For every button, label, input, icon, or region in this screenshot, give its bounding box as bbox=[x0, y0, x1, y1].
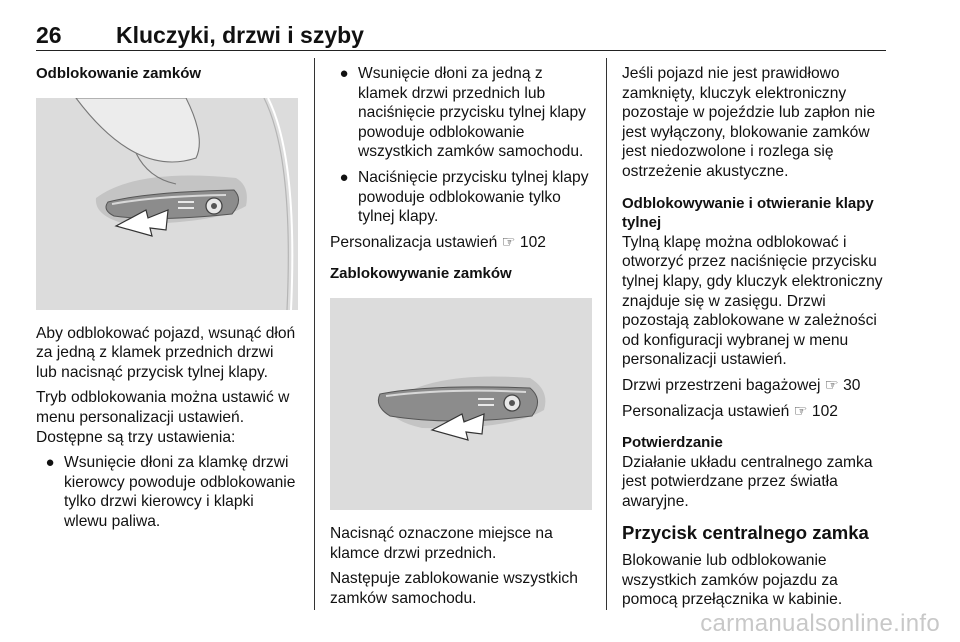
unlock-mode-info: Tryb odblokowania można ustawić w menu personalizacji ustawień. Dostępne są trzy ustawienia: bbox=[36, 389, 290, 446]
confirmation-text: Działanie układu centralnego zamka jest potwierdzane przez światła awaryjne. bbox=[622, 453, 873, 510]
door-handle-unlock-illustration bbox=[36, 98, 298, 310]
cross-reference: Personalizacja ustawień ☞ 102 bbox=[330, 233, 546, 251]
cross-reference: Drzwi przestrzeni bagażowej ☞ 30 bbox=[622, 376, 861, 394]
column-2 bbox=[330, 58, 592, 614]
tailgate-text: Tylną klapę można odblokować i otworzyć przez naciśnięcie przycisku tylnej klapy, gdy kluczyk elektroniczny znajduje się w zasięgu. Drzwi pozostają zablokowane w zależności od konfiguracji wybranej w menu personalizacji ustawień. bbox=[622, 233, 883, 369]
bullet-text: Wsunięcie dłoni za jedną z klamek drzwi przednich lub naciśnięcie przycisku tylnej klapy powoduje odblokowanie wszystkich zamków samochodu. bbox=[358, 65, 586, 161]
bullet-icon: ● bbox=[45, 454, 55, 472]
chapter-title: Kluczyki, drzwi i szyby bbox=[116, 22, 364, 48]
section-heading-central-lock: Przycisk centralnego zamka bbox=[622, 522, 869, 544]
door-handle-lock-illustration bbox=[330, 298, 592, 510]
central-lock-text: Blokowanie lub odblokowanie wszystkich zamków pojazdu za pomocą przełącznika w kabinie. bbox=[622, 552, 843, 609]
bullet-text: Naciśnięcie przycisku tylnej klapy powoduje odblokowanie tylko tylnej klapy. bbox=[358, 168, 589, 226]
column-divider bbox=[606, 58, 607, 610]
section-heading-unlocking: Odblokowanie zamków bbox=[36, 65, 202, 82]
section-heading-locking: Zablokowywanie zamków bbox=[330, 265, 512, 283]
column-3 bbox=[622, 58, 888, 616]
cross-reference: Personalizacja ustawień ☞ 102 bbox=[622, 402, 838, 420]
bullet-item bbox=[36, 453, 298, 531]
column-divider bbox=[314, 58, 315, 610]
page-number: 26 bbox=[36, 22, 62, 48]
bullet-item bbox=[330, 168, 592, 227]
unlock-instruction: Aby odblokować pojazd, wsunąć dłoń za jedną z klamek przednich drzwi lub nacisnąć przycisk tylnej klapy. bbox=[36, 324, 296, 381]
section-heading-tailgate: Odblokowywanie i otwieranie klapy tylnej bbox=[622, 194, 874, 232]
column-1 bbox=[36, 58, 298, 538]
bullet-icon: ● bbox=[339, 168, 349, 186]
bullet-item bbox=[330, 64, 592, 162]
lock-result: Następuje zablokowanie wszystkich zamków samochodu. bbox=[330, 570, 578, 607]
page-header bbox=[36, 22, 886, 51]
section-heading-confirmation: Potwierdzanie bbox=[622, 434, 723, 452]
bullet-icon: ● bbox=[339, 65, 349, 82]
watermark: carmanualsonline.info bbox=[700, 610, 940, 637]
lock-warning-text: Jeśli pojazd nie jest prawidłowo zamknięty, kluczyk elektroniczny pozostaje w pojeździe lub zapłon nie jest wyłączony, blokowanie zamków jest niedozwolone i rozlega się ostrzeżenie akustyczne. bbox=[622, 65, 876, 180]
bullet-text: Wsunięcie dłoni za klamkę drzwi kierowcy powoduje odblokowanie tylko drzwi kierowcy i klapki wlewu paliwa. bbox=[64, 454, 296, 530]
lock-instruction: Nacisnąć oznaczone miejsce na klamce drzwi przednich. bbox=[330, 524, 553, 562]
